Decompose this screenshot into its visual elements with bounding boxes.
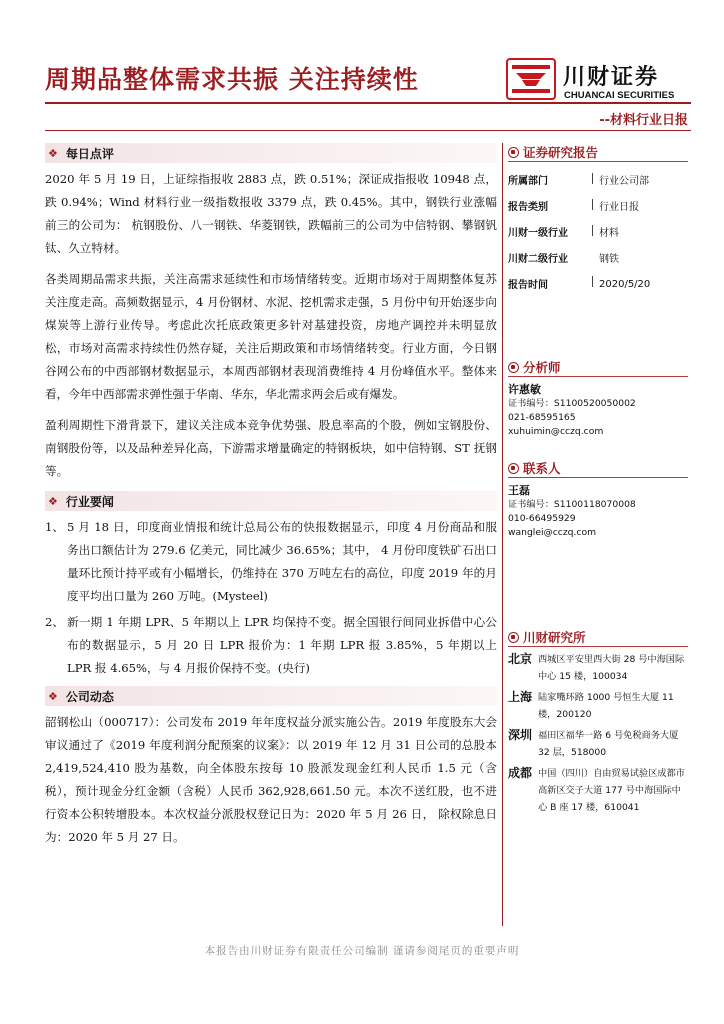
office-list: [508, 651, 688, 816]
news-number: 1、: [45, 520, 64, 534]
diamond-bullet-icon: ❖: [48, 146, 58, 160]
section-heading-label: 行业要闻: [65, 494, 114, 509]
section-marker-icon: [508, 463, 519, 474]
report-info-row: [508, 270, 688, 296]
section-heading-label: 公司动态: [65, 689, 114, 704]
info-key: 报告类别: [508, 201, 548, 213]
section-heading-industry: [45, 491, 497, 511]
office-address: 陆家嘴环路 1000 号恒生大厦 11 楼，200120: [538, 692, 674, 720]
diamond-bullet-icon: ❖: [48, 494, 58, 508]
sidebar-heading-label: 联系人: [523, 461, 561, 476]
sidebar-heading-contact: [508, 459, 688, 478]
report-info-table: [508, 166, 688, 296]
info-key: 川财一级行业: [508, 227, 568, 239]
office-address: 福田区福华一路 6 号免税商务大厦 32 层，518000: [538, 730, 679, 758]
news-item: [45, 516, 497, 608]
section-heading-daily: [45, 143, 497, 163]
info-value: 行业日报: [599, 201, 639, 213]
logo-english-name: CHUANCAI SECURITIES: [564, 90, 675, 101]
analyst-name: 许惠敏: [508, 383, 541, 396]
diamond-bullet-icon: ❖: [48, 689, 58, 703]
sidebar-heading-analyst: [508, 358, 688, 377]
sidebar-heading-label: 川财研究所: [523, 630, 586, 645]
company-paragraph: 韶钢松山（000717）：公司发布 2019 年年度权益分派实施公告。2019 年度股东大会审议通过了《2019 年度利润分配预案的议案》：以 2019 年 12 月 31 日公司的总股本 2,419,524,410 股为基数，向全体股东按每 10 股派发现金红利人民币 1.5 元（含税），预计现金分红金额（含税）人民币 362,928,661.50 元。本次不送红股，也不进行资本公积转增股本。本次权益分派股权登记日为：2020 年 5 月 26 日， 除权除息日为：2020 年 5 月 27 日。: [45, 715, 497, 844]
office-item: [508, 765, 688, 816]
info-value: 2020/5/20: [599, 279, 651, 290]
office-city: 上海: [508, 690, 533, 704]
news-text: 新一期 1 年期 LPR、5 年期以上 LPR 均保持不变。据全国银行间同业拆借中心公布的数据显示，5 月 20 日 LPR 报价为：1 年期 LPR 报 3.85%，5 年期以上 LPR 报 4.65%，与 4 月报价保持不变。(央行): [67, 615, 497, 675]
report-info-row: [508, 166, 688, 192]
analyst-email[interactable]: xuhuimin@cczq.com: [508, 426, 604, 437]
office-address: 西城区平安里西大街 28 号中海国际中心 15 楼，100034: [538, 654, 685, 682]
sidebar-heading-label: 分析师: [523, 360, 561, 375]
sidebar: [508, 143, 688, 820]
office-city: 深圳: [508, 728, 533, 742]
report-subtitle: --材料行业日报: [599, 113, 688, 128]
contact-cert: 证书编号：S1100118070008: [508, 499, 636, 510]
contact-email[interactable]: wanglei@cczq.com: [508, 527, 597, 538]
sidebar-heading-research: [508, 628, 688, 647]
office-address: 中国（四川）自由贸易试验区成都市高新区交子大道 177 号中海国际中心 B 座 17 楼，610041: [538, 768, 685, 813]
header-rule: [45, 102, 691, 104]
report-info-row: [508, 192, 688, 218]
office-item: [508, 727, 688, 761]
daily-paragraph: 盈利周期性下滑背景下，建议关注成本竞争优势强、股息率高的个股，例如宝钢股份、南钢股份等，以及品种差异化高，下游需求增量确定的特钢板块，如中信特钢、ST 抚钢等。: [45, 418, 497, 478]
contact-name: 王磊: [508, 484, 530, 497]
section-heading-company: [45, 686, 497, 706]
news-text: 5 月 18 日，印度商业情报和统计总局公布的快报数据显示，印度 4 月份商品和服务出口额估计为 279.6 亿美元，同比减少 36.65%；其中， 4 月份印度铁矿石出口量环比预计持平或有小幅增长，仍维持在 370 万吨左右的高位，印度 2019 年的月度平均出口量为 260 万吨。(Mysteel): [67, 520, 497, 603]
sidebar-heading-report: [508, 143, 688, 162]
section-marker-icon: [508, 147, 519, 158]
info-value: 行业公司部: [599, 175, 649, 187]
info-value: 钢铁: [599, 253, 619, 265]
daily-paragraph: 各类周期品需求共振，关注高需求延续性和市场情绪转变。近期市场对于周期整体复苏关注度走高。高频数据显示，4 月份钢材、水泥、挖机需求走强，5 月份中旬开始逐步向煤炭等上游行业传导。考虑此次托底政策更多针对基建投资，房地产调控并未明显放松，市场对高需求持续性仍然存疑，关注后期政策和市场情绪转变。行业方面，今日钢谷网公布的中西部钢材数据显示，本周西部钢材表现消费维持 4 月份峰值水平。整体来看，今年中西部需求弹性强于华南、华东，华北需求两会后或有爆发。: [45, 272, 497, 401]
column-divider: [502, 143, 503, 926]
company-logo: [506, 58, 686, 106]
report-title: 周期品整体需求共振 关注持续性: [45, 65, 419, 94]
report-info-row: [508, 218, 688, 244]
contact-phone: 010-66495929: [508, 513, 576, 524]
subtitle-rule: [45, 130, 691, 131]
office-city: 北京: [508, 652, 533, 666]
daily-paragraph: 2020 年 5 月 19 日，上证综指报收 2883 点，跌 0.51%；深证成指报收 10948 点，跌 0.94%；Wind 材料行业一级指数报收 3379 点，跌 0.45%。其中，钢铁行业涨幅前三的公司为： 杭钢股份、八一钢铁、华菱钢铁，跌幅前三的公司为中信特钢、攀钢钒钛、久立特材。: [45, 172, 497, 255]
main-column: [45, 143, 497, 851]
office-item: [508, 689, 688, 723]
chuancai-logo-icon: [506, 58, 556, 100]
report-info-row: [508, 244, 688, 270]
info-key: 所属部门: [508, 175, 548, 187]
office-city: 成都: [508, 766, 533, 780]
section-marker-icon: [508, 632, 519, 643]
info-value: 材料: [599, 227, 619, 239]
news-item: [45, 611, 497, 680]
info-key: 川财二级行业: [508, 253, 568, 265]
analyst-phone: 021-68595165: [508, 412, 576, 423]
section-marker-icon: [508, 362, 519, 373]
office-item: [508, 651, 688, 685]
info-key: 报告时间: [508, 279, 548, 291]
news-number: 2、: [45, 615, 64, 629]
sidebar-heading-label: 证券研究报告: [523, 145, 599, 160]
logo-chinese-name: 川财证券: [563, 65, 660, 90]
analyst-cert: 证书编号：S1100520050002: [508, 398, 636, 409]
section-heading-label: 每日点评: [65, 146, 114, 161]
footer-disclaimer: 本报告由川财证券有限责任公司编制 谨请参阅尾页的重要声明: [204, 945, 520, 957]
